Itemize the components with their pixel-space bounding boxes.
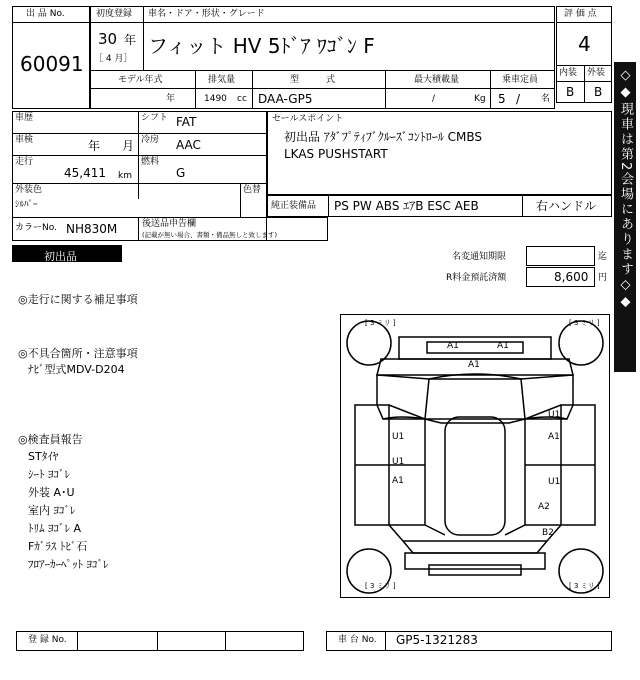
- shift: FAT: [176, 115, 197, 129]
- driving-notes-title: ◎走行に関する補足事項: [18, 293, 138, 306]
- capacity: 5: [498, 92, 506, 106]
- defects-line: ﾅﾋﾞ型式MDV-D204: [28, 363, 125, 376]
- inspector-line: 室内 ﾖｺﾞﾚ: [28, 504, 76, 517]
- chassis-no: GP5-1321283: [396, 633, 478, 647]
- reg-year: 30: [98, 30, 118, 48]
- inspection-month: 月: [122, 139, 135, 153]
- max-load: /: [432, 94, 436, 104]
- reg-month: ［ 4 月］: [94, 54, 133, 64]
- car-name: フィット HV 5ﾄﾞｱ ﾜｺﾞﾝ F: [148, 34, 375, 58]
- color-change-label: 色替: [243, 185, 262, 195]
- interior-grade: B: [566, 85, 575, 99]
- mileage-unit: km: [118, 171, 132, 181]
- model-year-unit: 年: [166, 94, 176, 104]
- mark-left-rear-2: A1: [392, 476, 404, 486]
- mark-front-2: A1: [497, 341, 509, 351]
- mark-front-1: A1: [447, 341, 459, 351]
- ext-color: ｼﾙﾊﾞｰ: [15, 200, 38, 210]
- capacity-sep: /: [516, 92, 521, 106]
- recycle-value: 8,600: [554, 270, 589, 284]
- color-no: NH830M: [66, 222, 118, 236]
- ac: AAC: [176, 138, 201, 152]
- exterior-label: 外装: [587, 68, 606, 78]
- shift-label: シフト: [141, 113, 169, 123]
- name-change-field: [526, 246, 595, 266]
- recycle-label: R料金預託済額: [446, 273, 507, 283]
- aftermarket-label: 後送品申告欄: [142, 219, 197, 229]
- inspector-line: ﾄﾘﾑ ﾖｺﾞﾚ A: [28, 522, 82, 535]
- displacement: 1490: [204, 94, 227, 104]
- color-no-label: カラーNo.: [15, 223, 57, 233]
- first-reg-label: 初度登録: [96, 9, 133, 19]
- inspector-line: ﾌﾛｱｰｶｰﾍﾟｯﾄ ﾖｺﾞﾚ: [28, 558, 109, 571]
- inspection-label: 車検: [15, 135, 34, 145]
- inspector-lines: [28, 448, 109, 574]
- displacement-label: 排気量: [208, 75, 236, 85]
- mark-right-front-1: U1: [548, 410, 561, 420]
- aftermarket-note: (記載が無い場合、書類・備品無しと致します): [142, 231, 278, 239]
- reg-year-unit: 年: [124, 33, 137, 47]
- lot-no-label: 出 品 No.: [26, 9, 65, 19]
- fuel: G: [176, 166, 186, 180]
- side-banner-text: ◇◆現車は第2会場にあります◇◆: [618, 68, 633, 312]
- mark-hood: A1: [468, 360, 480, 370]
- tire-br: [ 3 ミリ ]: [569, 582, 600, 590]
- equipment-items: PS PW ABS ｴｱB ESC AEB: [334, 199, 479, 213]
- mileage: 45,411: [64, 166, 106, 180]
- max-load-label: 最大積載量: [414, 75, 460, 85]
- first-listing-badge: 初出品: [12, 245, 122, 262]
- tire-tl: [ 3 ミリ ]: [365, 319, 396, 327]
- recycle-unit: 円: [598, 273, 608, 283]
- chassis-label: 車 台 No.: [338, 635, 377, 645]
- inspector-title: ◎検査員報告: [18, 433, 83, 446]
- tire-bl: [ 3 ミリ ]: [365, 582, 396, 590]
- eval-label: 評 価 点: [564, 9, 597, 19]
- mark-rear-2: B2: [542, 528, 554, 538]
- inspector-line: Fｶﾞﾗｽ ﾄﾋﾞ石: [28, 540, 88, 553]
- lot-no: 60091: [20, 52, 84, 76]
- mark-left-rear-1: U1: [392, 457, 405, 467]
- sales-point-line1: 初出品 ｱﾀﾞﾌﾟﾃｨﾌﾞｸﾙｰｽﾞｺﾝﾄﾛｰﾙ CMBS: [284, 130, 483, 144]
- ac-label: 冷房: [141, 135, 160, 145]
- max-load-unit: Kg: [474, 94, 486, 104]
- name-change-label: 名変通知期限: [452, 252, 507, 262]
- handle-side: 右ハンドル: [536, 199, 597, 213]
- eval-score: 4: [578, 32, 591, 56]
- sales-point-line2: LKAS PUSHSTART: [284, 147, 388, 161]
- type: DAA-GP5: [258, 92, 313, 106]
- car-diagram: [340, 314, 610, 598]
- mark-rear-1: A2: [538, 502, 550, 512]
- exterior-grade: B: [594, 85, 603, 99]
- history-label: 車歴: [15, 113, 34, 123]
- name-change-unit: 迄: [598, 252, 608, 262]
- capacity-unit: 名: [541, 94, 551, 104]
- capacity-label: 乗車定員: [502, 75, 539, 85]
- fuel-label: 燃料: [141, 157, 160, 167]
- sales-point-label: セールスポイント: [272, 114, 344, 124]
- interior-label: 内装: [559, 68, 578, 78]
- type-label: 型 式: [290, 75, 336, 85]
- defects-title: ◎不具合箇所・注意事項: [18, 347, 138, 360]
- mileage-label: 走行: [15, 157, 34, 167]
- inspector-line: ｼｰﾄ ﾖｺﾞﾚ: [28, 468, 70, 481]
- mark-right-rear: U1: [548, 477, 561, 487]
- ext-color-label: 外装色: [15, 185, 43, 195]
- mark-left-front: U1: [392, 432, 405, 442]
- inspector-line: 外装 A･U: [28, 486, 75, 499]
- reg-no-label: 登 録 No.: [28, 635, 67, 645]
- model-year-label: モデル年式: [118, 75, 163, 85]
- inspection-year: 年: [88, 139, 101, 153]
- displacement-unit: cc: [237, 94, 247, 104]
- car-outline: [341, 315, 609, 597]
- equipment-label: 純正装備品: [271, 201, 317, 211]
- car-name-label: 車名・ドア・形状・グレード: [148, 9, 265, 19]
- inspector-line: STﾀｲﾔ: [28, 450, 59, 463]
- side-banner: [614, 62, 636, 372]
- mark-right-front-2: A1: [548, 432, 560, 442]
- tire-tr: [ 3 ミリ ]: [569, 319, 600, 327]
